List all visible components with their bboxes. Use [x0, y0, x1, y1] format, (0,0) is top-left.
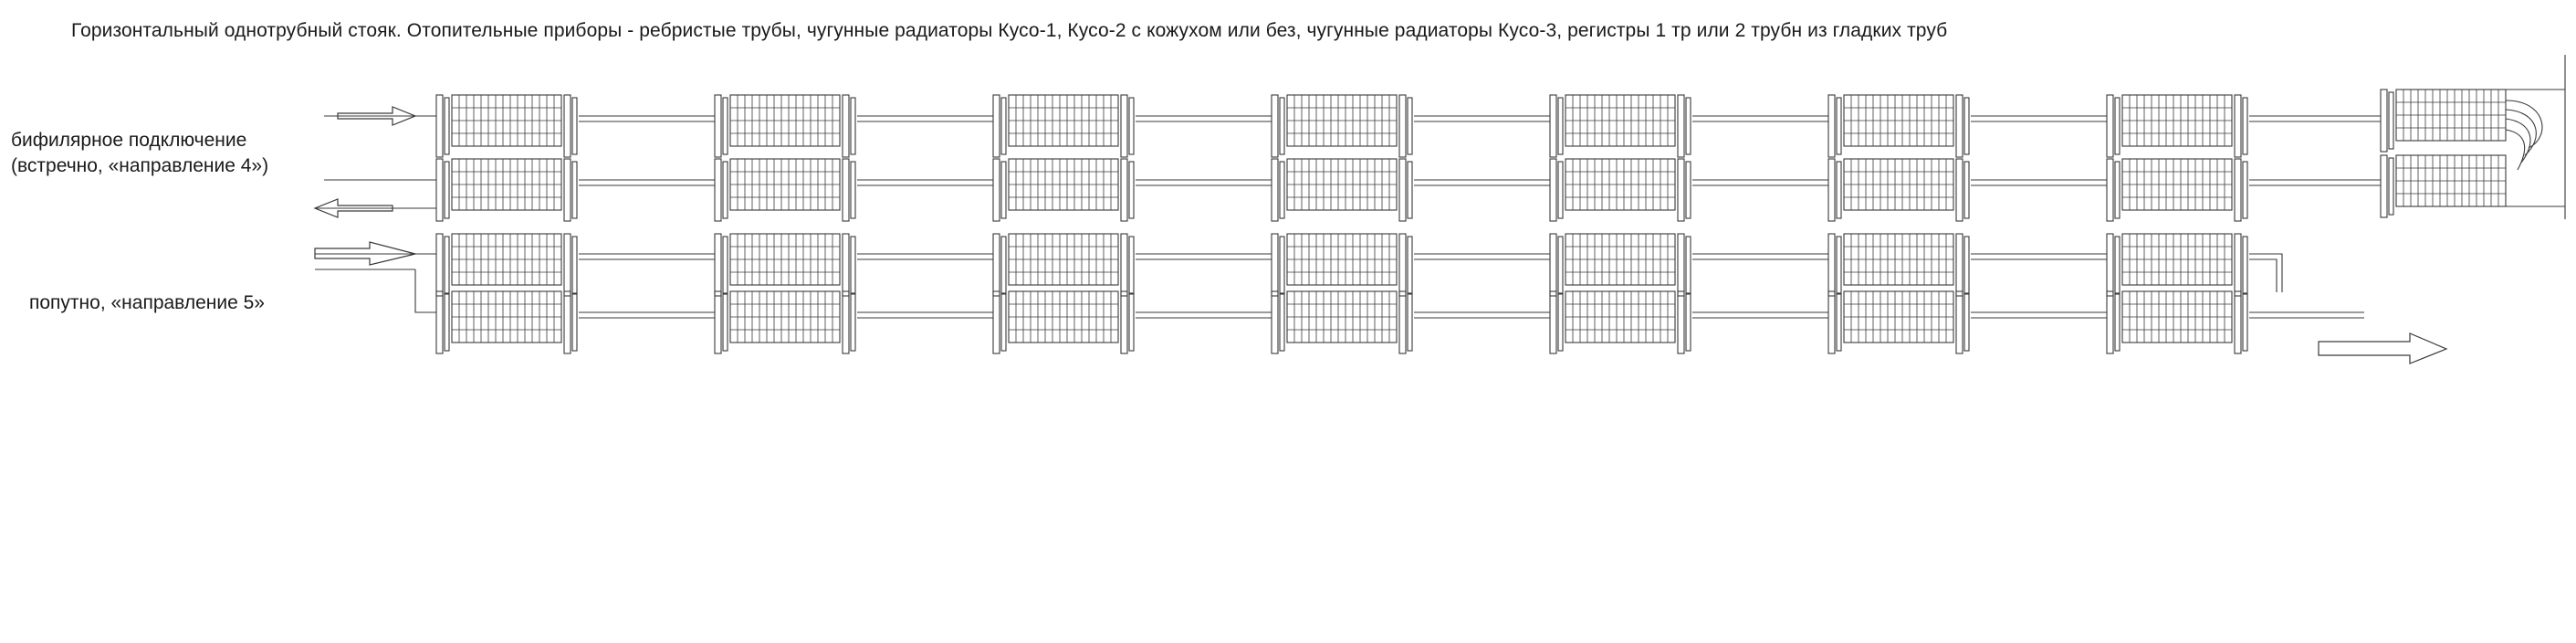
device-group-7 [2107, 95, 2381, 221]
device-group-p6 [1828, 234, 2107, 353]
device-group-p5 [1550, 234, 1828, 353]
page-title: Горизонтальный однотрубный стояк. Отопительные приборы - ребристые трубы, чугунные радиаторы Кусо-1, Кусо-2 с кожухом или без, чугунные радиаторы Кусо-3, регистры 1 тр или 2 трубн из гладких труб [71, 20, 1948, 41]
device-group-5 [1550, 95, 1828, 221]
bifilar-row [315, 55, 2565, 221]
device-group-p4 [1272, 234, 1550, 353]
poputno-row [315, 234, 2446, 364]
device-group-p2 [715, 234, 993, 353]
label-poputno: попутно, «направление 5» [29, 292, 265, 313]
device-group-p3 [993, 234, 1272, 353]
device-group-3 [993, 95, 1272, 221]
device-group-p8-end [2249, 254, 2364, 318]
device-group-p1 [436, 234, 715, 353]
device-group-p7 [2107, 234, 2247, 353]
device-group-8-end [2381, 55, 2565, 219]
device-group-2 [715, 95, 993, 221]
device-group-1 [436, 95, 715, 221]
device-group-6 [1828, 95, 2107, 221]
label-bifilar-line2: (встречно, «направление 4») [11, 155, 269, 177]
outlet-arrow-right-icon [2319, 333, 2446, 364]
device-group-4 [1272, 95, 1550, 221]
label-bifilar-line1: бифилярное подключение [11, 130, 247, 151]
